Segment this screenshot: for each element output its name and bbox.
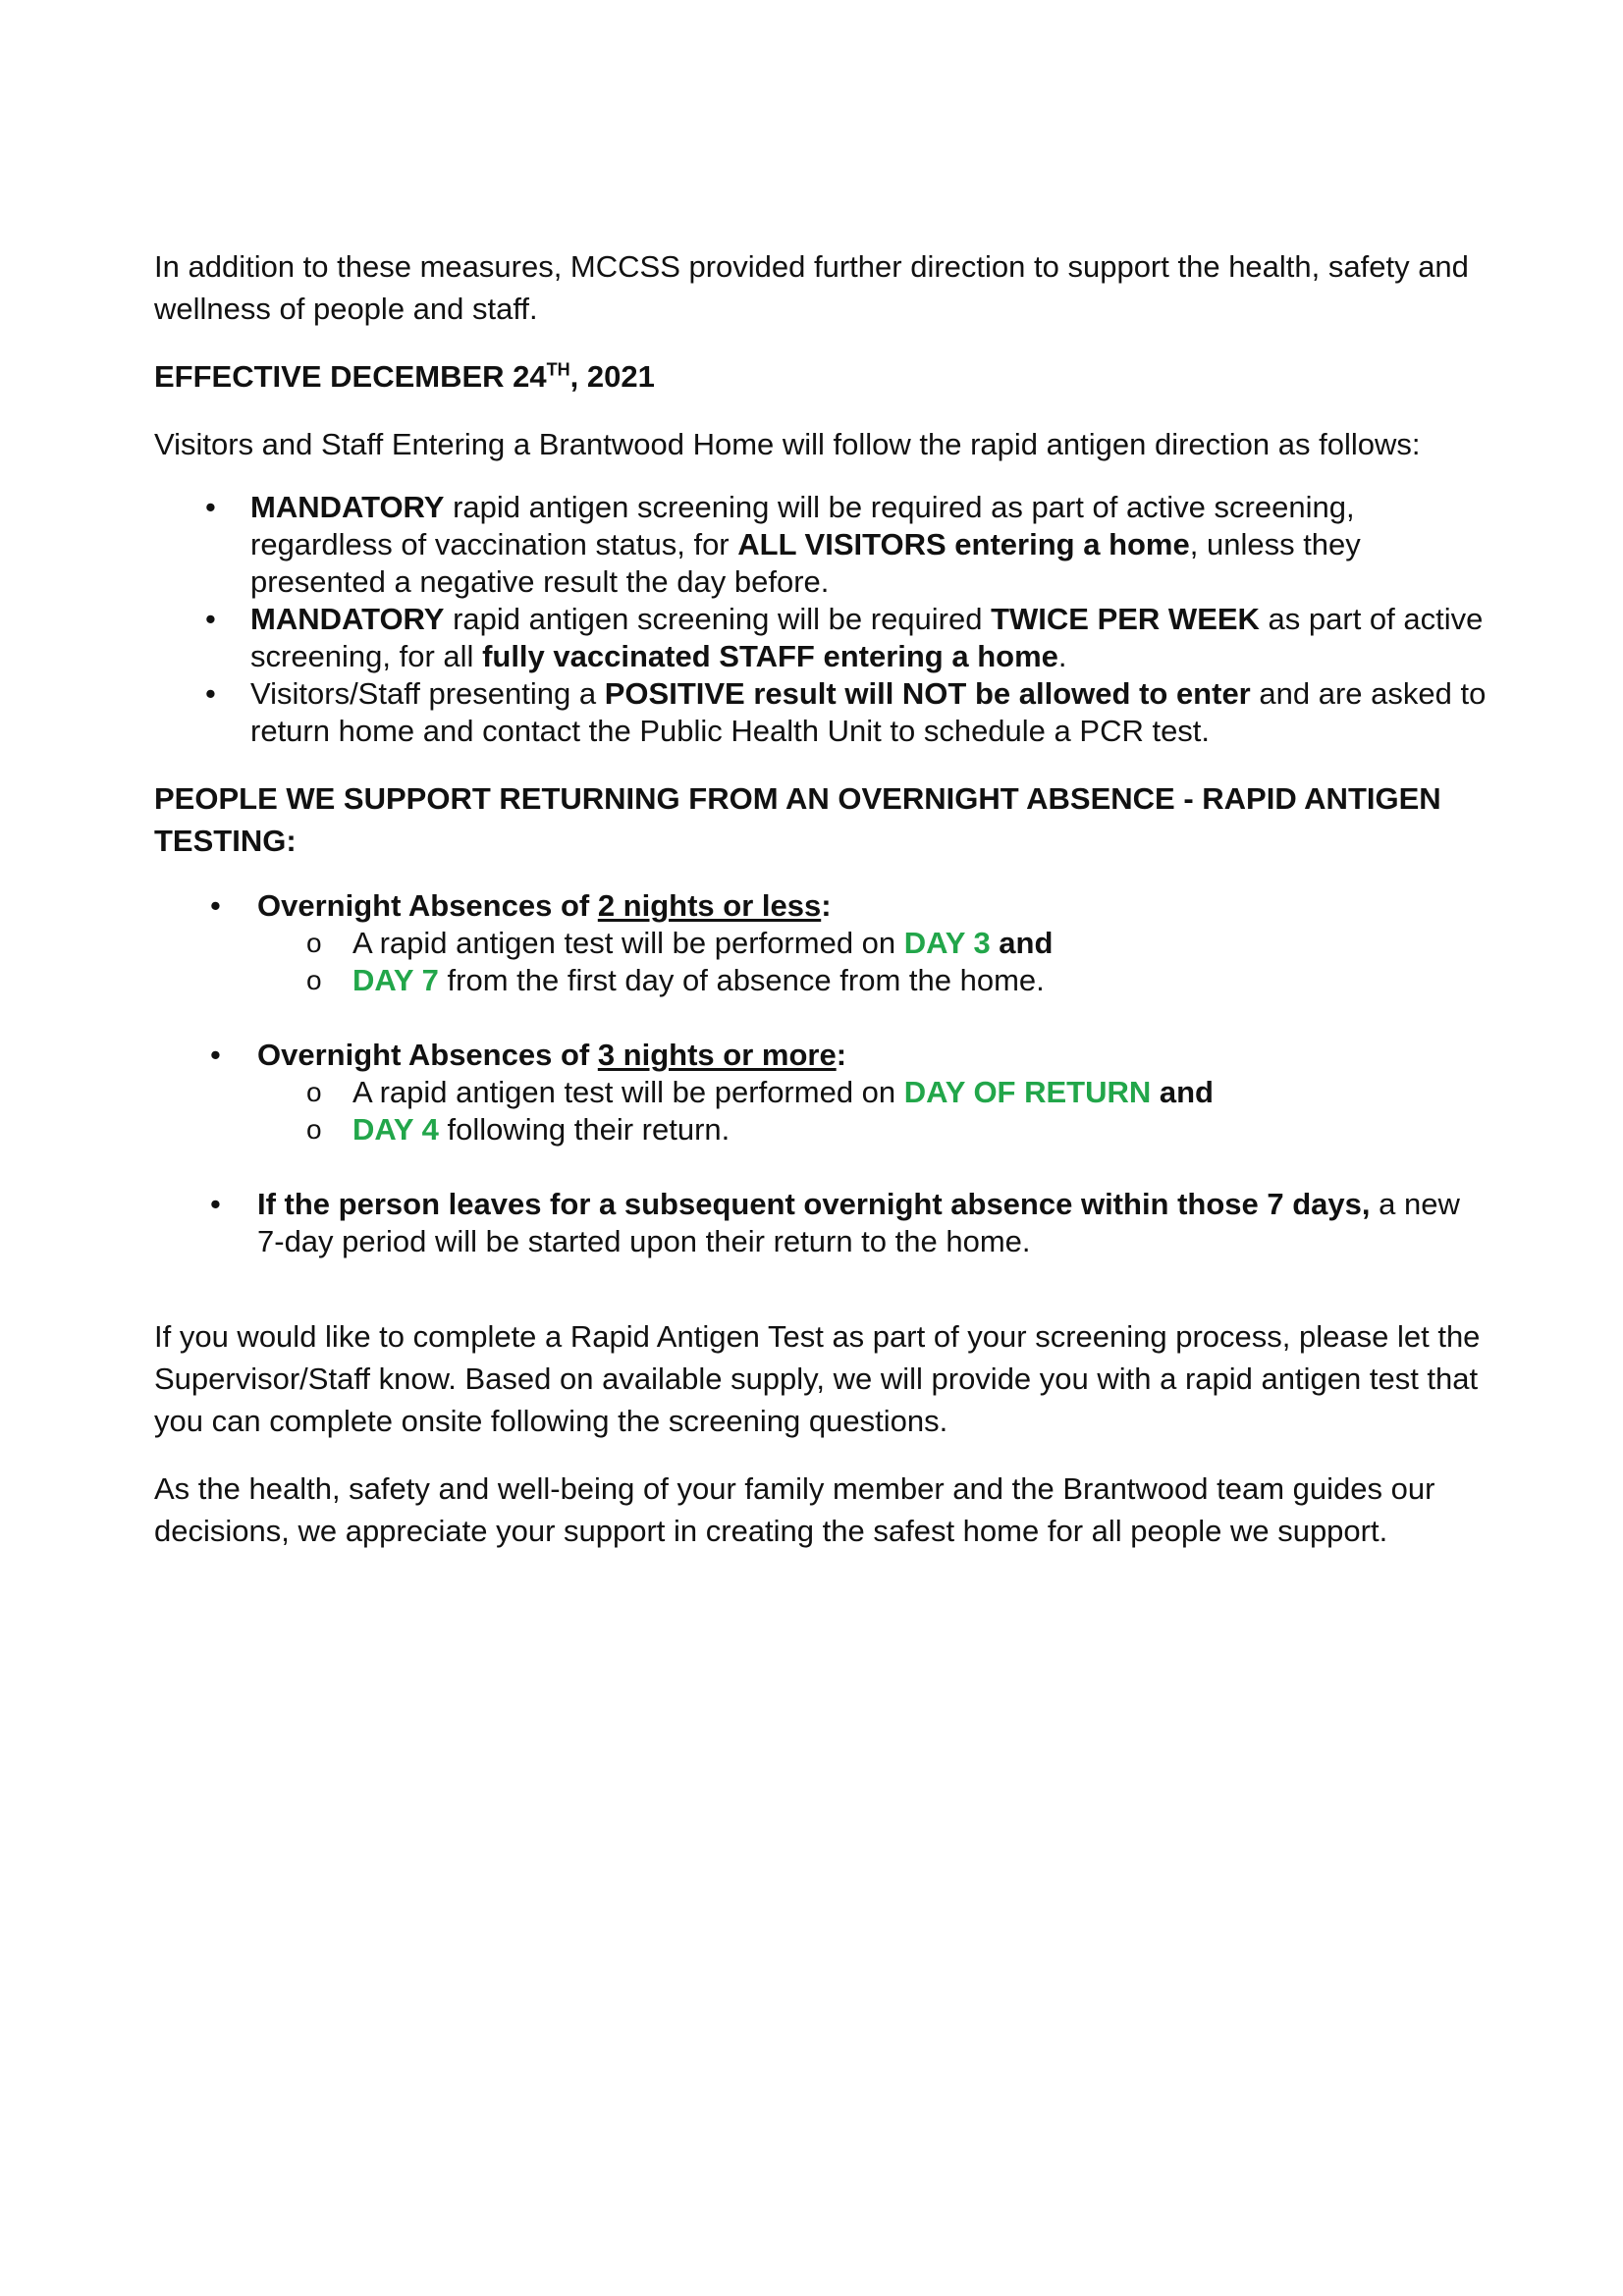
screening-bullet-list [154,489,1489,750]
sub-item-bold-text: and [1151,1075,1214,1109]
absence-sub-list [257,1074,1489,1148]
absence-three-nights-or-more [154,1037,1489,1148]
sub-item-day4 [257,1111,1489,1148]
bullet-bold-text: MANDATORY [250,602,445,636]
heading-date-superscript: TH [546,359,570,380]
bullet-bold-text: fully vaccinated STAFF entering a home [482,639,1058,673]
bullet-text: and are asked to return home and contact the Public Health Unit to schedule a PCR test. [250,676,1487,748]
visitors-intro-paragraph: Visitors and Staff Entering a Brantwood Home will follow the rapid antigen direction as follows: [154,427,1421,461]
closing-paragraph: As the health, safety and well-being of your family member and the Brantwood team guides our decisions, we appreciate your support in creating the safest home for all people we support. [154,1471,1435,1548]
absence-title-text: Overnight Absences of [257,888,598,923]
absence-title-colon: : [821,888,832,923]
bullet-icon: • [205,490,216,524]
bullet-positive-result [154,675,1489,750]
sub-item-day3 [257,925,1489,962]
absence-title-underlined: 3 nights or more [597,1038,837,1072]
sub-item-day-of-return [257,1074,1489,1111]
bullet-text: Visitors/Staff presenting a [250,676,605,711]
bullet-text: , unless they presented a negative result the day before. [250,527,1361,599]
sub-item-day7 [257,962,1489,999]
circle-bullet-icon: o [306,965,322,995]
bullet-icon: • [205,676,216,711]
absence-text: a new 7-day period will be started upon their return to the home. [257,1187,1460,1258]
circle-bullet-icon: o [306,1114,322,1145]
heading-date-text: EFFECTIVE DECEMBER 24 [154,359,547,394]
green-day-label: DAY 3 [903,926,991,960]
bullet-bold-text: POSITIVE result will NOT be allowed to enter [604,676,1251,711]
bullet-icon: • [210,1038,221,1072]
bullet-bold-text: TWICE PER WEEK [991,602,1260,636]
green-day-label: DAY 7 [352,963,439,997]
heading-date-year: , 2021 [569,359,655,394]
document-page [154,245,1489,1552]
absence-title [257,1038,846,1072]
absence-title [257,888,832,923]
bullet-bold-text: ALL VISITORS entering a home [737,527,1190,561]
bullet-bold-text: MANDATORY [250,490,445,524]
bullet-icon: • [205,602,216,636]
bullet-text: as part of active screening, for all [250,602,1484,673]
sub-item-text: from the first day of absence from the home. [438,963,1045,997]
sub-item-bold-text: and [990,926,1054,960]
sub-item-text: following their return. [438,1112,730,1147]
bullet-visitors-screening [154,489,1489,601]
bullet-staff-screening [154,601,1489,675]
circle-bullet-icon: o [306,928,322,958]
sub-item-text: A rapid antigen test will be performed on [352,1075,904,1109]
bullet-text: rapid antigen screening will be required [444,602,992,636]
bullet-icon: • [210,1187,221,1221]
absence-title-text: Overnight Absences of [257,1038,598,1072]
bullet-text: rapid antigen screening will be required as part of active screening, regardless of vaccination status, for [250,490,1355,561]
absence-subsequent-leave [154,1186,1489,1260]
overnight-absence-heading: PEOPLE WE SUPPORT RETURNING FROM AN OVERNIGHT ABSENCE - RAPID ANTIGEN TESTING: [154,781,1441,858]
sub-item-text: A rapid antigen test will be performed on [352,926,904,960]
absence-bold-text: If the person leaves for a subsequent overnight absence within those 7 days, [257,1187,1371,1221]
circle-bullet-icon: o [306,1077,322,1107]
absence-two-nights-or-less [154,887,1489,999]
effective-date-heading [154,355,1489,398]
overnight-absence-list [154,887,1489,1260]
absence-sub-list [257,925,1489,999]
green-day-label: DAY OF RETURN [903,1075,1152,1109]
rapid-test-paragraph: If you would like to complete a Rapid Antigen Test as part of your screening process, please let the Supervisor/Staff know. Based on available supply, we will provide you with a rapid antigen test that you can complete onsite following the screening questions. [154,1319,1481,1438]
bullet-text: . [1057,639,1067,673]
intro-paragraph: In addition to these measures, MCCSS provided further direction to support the health, safety and wellness of people and staff. [154,249,1469,326]
green-day-label: DAY 4 [352,1112,439,1147]
bullet-icon: • [210,888,221,923]
absence-title-underlined: 2 nights or less [597,888,822,923]
absence-title-colon: : [836,1038,847,1072]
